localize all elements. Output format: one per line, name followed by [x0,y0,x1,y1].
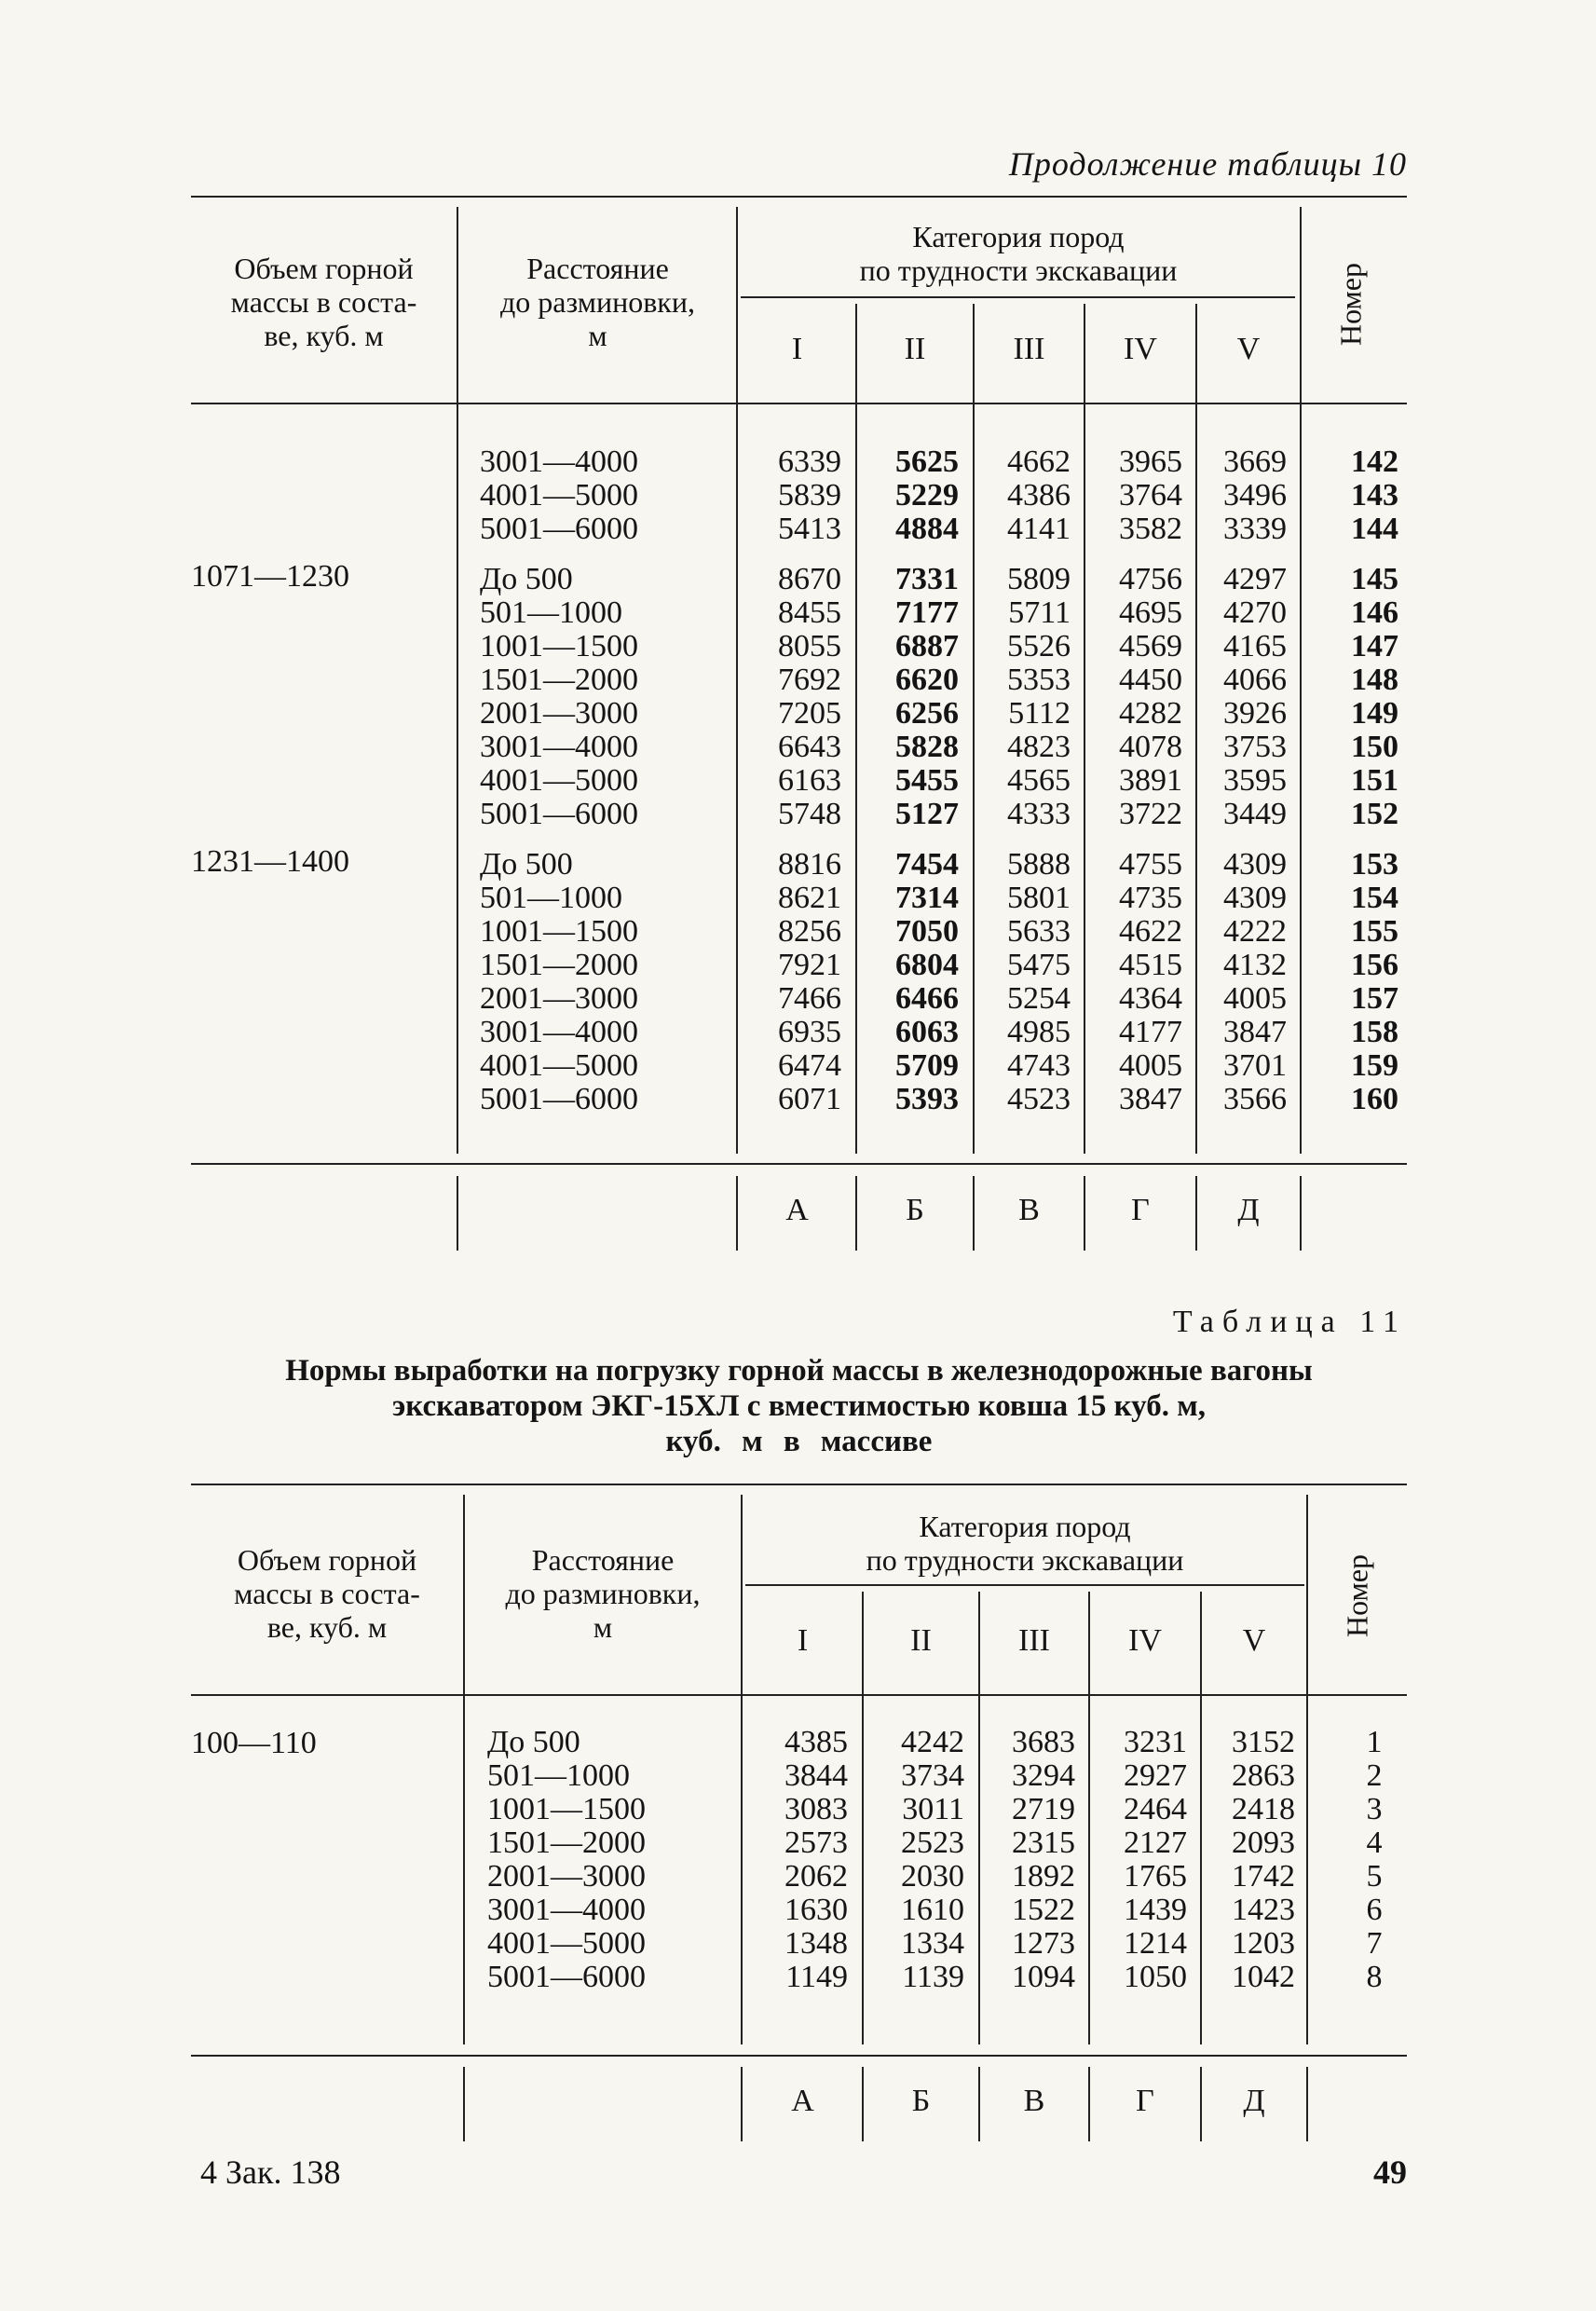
distance-cell: 501—1000 [480,595,622,630]
value-cell: 6620 [895,663,959,697]
class-II-column [873,1726,964,1994]
title-line: экскаватором ЭКГ-15ХЛ с вместимостью ковша 15 куб. м, [392,1389,1206,1423]
value-cell: 4309 [1223,847,1287,882]
row-number-cell: 155 [1351,914,1398,949]
col-rule [457,1176,458,1251]
letter-A: А [791,2084,814,2118]
distance-cell: 4001—5000 [480,763,638,798]
row-number-cell: 157 [1351,981,1398,1016]
distance-cell: 1501—2000 [480,663,638,697]
value-cell: 4515 [1119,948,1182,982]
distance-cell: 3001—4000 [487,1893,646,1927]
title-line: куб. м в массиве [665,1425,933,1458]
class-V-column [1209,1726,1295,1994]
col-rule [1084,304,1085,1154]
col-rule [855,304,857,1154]
value-cell: 1610 [901,1893,964,1927]
value-cell: 5254 [1007,981,1071,1016]
header-line: м [588,319,607,352]
value-cell: 3683 [1012,1725,1075,1759]
header-line: Категория пород [912,220,1125,253]
volume-group: 1071—1230 [191,559,349,594]
value-cell: 6163 [778,763,841,798]
value-cell: 4756 [1119,562,1182,596]
value-cell: 3844 [784,1758,848,1793]
value-cell: 5393 [895,1082,959,1116]
value-cell: 6071 [778,1082,841,1116]
header-line: м [593,1610,613,1644]
class-IV: IV [1124,332,1157,366]
value-cell: 7177 [895,595,959,630]
header-volume [191,1543,463,1644]
letter-V: В [1023,2084,1045,2118]
value-cell: 5748 [778,797,841,831]
value-cell: 6935 [778,1015,841,1049]
value-cell: 4242 [901,1725,964,1759]
value-cell: 1050 [1124,1960,1187,1994]
value-cell: 5413 [778,512,841,546]
value-cell: 1765 [1124,1859,1187,1894]
distance-column [480,445,638,1116]
value-cell: 2719 [1012,1792,1075,1826]
value-cell: 4309 [1223,881,1287,915]
distance-cell: 4001—5000 [480,478,638,513]
value-cell: 7466 [778,981,841,1016]
row-number-cell: 2 [1366,1758,1383,1793]
distance-cell: 1501—2000 [487,1826,646,1860]
value-cell: 4141 [1007,512,1071,546]
document-page [191,0,1407,2311]
row-number-cell: 154 [1351,881,1398,915]
distance-cell: 3001—4000 [480,1015,638,1049]
col-rule [1195,304,1197,1154]
header-line: Расстояние [526,252,669,285]
class-V: V [1242,1623,1266,1658]
value-cell: 5455 [895,763,959,798]
distance-cell: 5001—6000 [487,1960,646,1994]
value-cell: 2523 [901,1826,964,1860]
value-cell: 2315 [1012,1826,1075,1860]
row-number-cell: 142 [1351,444,1398,479]
page-number: 49 [1373,2154,1407,2191]
header-line: Категория пород [919,1510,1131,1543]
class-V-column [1203,445,1287,1116]
value-cell: 8670 [778,562,841,596]
value-cell: 1214 [1124,1926,1187,1961]
class-I-column [750,445,841,1116]
row-number-cell: 146 [1351,595,1398,630]
header-line: ве, куб. м [266,1610,388,1644]
row-number-cell: 156 [1351,948,1398,982]
value-cell: 3753 [1223,730,1287,764]
row-number-cell: 147 [1351,629,1398,663]
row-number-cell: 150 [1351,730,1398,764]
value-cell: 4985 [1007,1015,1071,1049]
value-cell: 7692 [778,663,841,697]
row-number-cell: 1 [1366,1725,1383,1759]
col-rule [736,207,738,1154]
category-sub-rule [745,1584,1304,1586]
value-cell: 7331 [895,562,959,596]
value-cell: 6474 [778,1048,841,1083]
distance-cell: 1001—1500 [480,914,638,949]
number-column [1305,445,1398,1116]
row-number-cell: 152 [1351,797,1398,831]
row-number-cell: 6 [1366,1893,1383,1927]
col-rule [1300,207,1302,1154]
print-order-note: 4 Зак. 138 [200,2154,341,2191]
value-cell: 5828 [895,730,959,764]
value-cell: 7314 [895,881,959,915]
value-cell: 4735 [1119,881,1182,915]
value-cell: 3294 [1012,1758,1075,1793]
value-cell: 4743 [1007,1048,1071,1083]
value-cell: 4333 [1007,797,1071,831]
distance-cell: 1001—1500 [480,629,638,663]
class-IV: IV [1128,1623,1162,1658]
value-cell: 7050 [895,914,959,949]
distance-cell: 3001—4000 [480,730,638,764]
value-cell: 4523 [1007,1082,1071,1116]
value-cell: 5809 [1007,562,1071,596]
header-line: до разминовки, [505,1577,701,1610]
value-cell: 5475 [1007,948,1071,982]
value-cell: 3152 [1232,1725,1295,1759]
row-number-cell: 149 [1351,696,1398,731]
value-cell: 8621 [778,881,841,915]
value-cell: 1439 [1124,1893,1187,1927]
value-cell: 3722 [1119,797,1182,831]
value-cell: 4132 [1223,948,1287,982]
class-I: I [797,1623,809,1658]
value-cell: 4177 [1119,1015,1182,1049]
distance-cell: 4001—5000 [480,1048,638,1083]
value-cell: 1423 [1232,1893,1295,1927]
class-II: II [910,1623,932,1658]
header-category [743,1510,1306,1577]
class-I-column [755,1726,848,1994]
row-number-cell: 144 [1351,512,1398,546]
header-bottom-rule [191,1694,1407,1696]
value-cell: 1892 [1012,1859,1075,1894]
value-cell: 5127 [895,797,959,831]
value-cell: 4823 [1007,730,1071,764]
row-number-cell: 151 [1351,763,1398,798]
volume-group: 1231—1400 [191,844,349,879]
body-bottom-rule [191,1163,1407,1165]
row-number-cell: 3 [1366,1792,1383,1826]
value-cell: 3339 [1223,512,1287,546]
value-cell: 4282 [1119,696,1182,731]
value-cell: 4165 [1223,629,1287,663]
value-cell: 1630 [784,1893,848,1927]
value-cell: 5229 [895,478,959,513]
distance-cell: До 500 [487,1725,580,1759]
value-cell: 1203 [1232,1926,1295,1961]
header-volume [191,252,457,352]
letter-D: Д [1237,1193,1260,1227]
distance-column [487,1726,646,1994]
value-cell: 8455 [778,595,841,630]
value-cell: 5711 [1008,595,1071,630]
value-cell: 4297 [1223,562,1287,596]
letter-G: Г [1131,1193,1150,1227]
col-rule [1200,1592,1202,2044]
header-line: Объем горной [234,252,414,285]
value-cell: 3847 [1119,1082,1182,1116]
value-cell: 5633 [1007,914,1071,949]
value-cell: 5801 [1007,881,1071,915]
value-cell: 1742 [1232,1859,1295,1894]
distance-cell: 3001—4000 [480,444,638,479]
value-cell: 7205 [778,696,841,731]
value-cell: 1522 [1012,1893,1075,1927]
value-cell: 5839 [778,478,841,513]
header-line: массы в соста- [230,285,417,319]
value-cell: 5709 [895,1048,959,1083]
value-cell: 7454 [895,847,959,882]
value-cell: 1042 [1232,1960,1295,1994]
class-II: II [904,332,926,366]
value-cell: 1094 [1012,1960,1075,1994]
value-cell: 3566 [1223,1082,1287,1116]
value-cell: 2030 [901,1859,964,1894]
value-cell: 3764 [1119,478,1182,513]
value-cell: 6063 [895,1015,959,1049]
value-cell: 4066 [1223,663,1287,697]
col-rule [1306,2067,1308,2141]
value-cell: 3701 [1223,1048,1287,1083]
value-cell: 3011 [902,1792,964,1826]
value-cell: 1139 [902,1960,964,1994]
letter-A: А [785,1193,809,1227]
row-number-cell: 159 [1351,1048,1398,1083]
distance-cell: 5001—6000 [480,512,638,546]
header-line: Расстояние [531,1543,675,1577]
row-number-cell: 5 [1366,1859,1383,1894]
row-number-cell: 148 [1351,663,1398,697]
letter-V: В [1018,1193,1040,1227]
class-III-column [983,445,1071,1116]
value-cell: 6804 [895,948,959,982]
row-number-cell: 7 [1366,1926,1383,1961]
value-cell: 3595 [1223,763,1287,798]
volume-group: 100—110 [191,1726,317,1760]
header-line: ве, куб. м [264,319,384,352]
distance-cell: 1001—1500 [487,1792,646,1826]
col-rule [1306,1495,1308,2044]
value-cell: 4270 [1223,595,1287,630]
value-cell: 4364 [1119,981,1182,1016]
col-rule [463,2067,465,2141]
letter-D: Д [1243,2084,1265,2118]
table-top-rule [191,1484,1407,1485]
class-III: III [1018,1623,1050,1658]
class-IV-column [1098,1726,1187,1994]
value-cell: 4450 [1119,663,1182,697]
value-cell: 3891 [1119,763,1182,798]
header-line: массы в соста- [234,1577,420,1610]
value-cell: 6339 [778,444,841,479]
distance-cell: 4001—5000 [487,1926,646,1961]
letter-G: Г [1136,2084,1154,2118]
value-cell: 8816 [778,847,841,882]
letter-B: Б [906,1193,924,1227]
value-cell: 2093 [1232,1826,1295,1860]
distance-cell: 501—1000 [487,1758,630,1793]
distance-cell: 1501—2000 [480,948,638,982]
header-line: по трудности экскавации [866,1543,1184,1577]
col-rule [741,1495,743,2044]
value-cell: 2062 [784,1859,848,1894]
title-line: Нормы выработки на погрузку горной массы в железнодорожные вагоны [285,1354,1313,1388]
distance-cell: 5001—6000 [480,1082,638,1116]
col-rule [978,1592,980,2044]
distance-cell: До 500 [480,562,573,596]
col-rule [973,304,975,1154]
col-rule [1088,1592,1090,2044]
distance-cell: 5001—6000 [480,797,638,831]
value-cell: 4385 [784,1725,848,1759]
value-cell: 4755 [1119,847,1182,882]
body-bottom-rule [191,2055,1407,2057]
distance-cell: До 500 [480,847,573,882]
value-cell: 4386 [1007,478,1071,513]
value-cell: 5625 [895,444,959,479]
value-cell: 1273 [1012,1926,1075,1961]
value-cell: 6256 [895,696,959,731]
header-distance [465,1543,741,1644]
class-III-column [988,1726,1075,1994]
col-rule [1300,1176,1302,1251]
header-bottom-rule [191,403,1407,404]
number-column [1356,1726,1393,1994]
col-rule [736,1176,738,1251]
table-11-title [191,1353,1407,1459]
header-line: Объем горной [237,1543,417,1577]
value-cell: 3734 [901,1758,964,1793]
value-cell: 5353 [1007,663,1071,697]
value-cell: 1334 [901,1926,964,1961]
value-cell: 8055 [778,629,841,663]
value-cell: 3847 [1223,1015,1287,1049]
value-cell: 4622 [1119,914,1182,949]
value-cell: 1149 [785,1960,848,1994]
value-cell: 3496 [1223,478,1287,513]
distance-cell: 2001—3000 [487,1859,646,1894]
value-cell: 2418 [1232,1792,1295,1826]
header-distance [459,252,736,352]
col-rule [457,207,458,1154]
letter-B: Б [911,2084,931,2118]
value-cell: 2464 [1124,1792,1187,1826]
value-cell: 5112 [1008,696,1071,731]
table-11-label: Таблица 11 [1172,1305,1407,1339]
category-sub-rule [741,296,1295,298]
value-cell: 8256 [778,914,841,949]
col-rule [862,1592,864,2044]
header-number: Номер [1340,1554,1374,1637]
header-line: по трудности экскавации [859,253,1178,287]
value-cell: 3231 [1124,1725,1187,1759]
row-number-cell: 160 [1351,1082,1398,1116]
row-number-cell: 8 [1366,1960,1383,1994]
distance-cell: 2001—3000 [480,696,638,731]
class-II-column [867,445,959,1116]
header-line: до разминовки, [500,285,695,319]
col-rule [741,2067,743,2141]
value-cell: 2573 [784,1826,848,1860]
value-cell: 2927 [1124,1758,1187,1793]
class-IV-column [1093,445,1182,1116]
value-cell: 3449 [1223,797,1287,831]
header-number: Номер [1333,263,1368,346]
value-cell: 3965 [1119,444,1182,479]
value-cell: 4884 [895,512,959,546]
value-cell: 3582 [1119,512,1182,546]
row-number-cell: 143 [1351,478,1398,513]
value-cell: 2127 [1124,1826,1187,1860]
row-number-cell: 4 [1366,1826,1383,1860]
table-top-rule [191,196,1407,198]
row-number-cell: 158 [1351,1015,1398,1049]
distance-cell: 501—1000 [480,881,622,915]
value-cell: 4078 [1119,730,1182,764]
value-cell: 6887 [895,629,959,663]
value-cell: 1348 [784,1926,848,1961]
class-III: III [1013,332,1045,366]
row-number-cell: 153 [1351,847,1398,882]
class-I: I [791,332,803,366]
value-cell: 4222 [1223,914,1287,949]
class-V: V [1236,332,1261,366]
value-cell: 6643 [778,730,841,764]
value-cell: 6466 [895,981,959,1016]
value-cell: 4662 [1007,444,1071,479]
value-cell: 5888 [1007,847,1071,882]
value-cell: 3669 [1223,444,1287,479]
value-cell: 4005 [1223,981,1287,1016]
continuation-title: Продолжение таблицы 10 [1008,145,1407,183]
value-cell: 4005 [1119,1048,1182,1083]
value-cell: 3926 [1223,696,1287,731]
header-category [739,220,1298,287]
value-cell: 4569 [1119,629,1182,663]
value-cell: 2863 [1232,1758,1295,1793]
value-cell: 7921 [778,948,841,982]
value-cell: 4565 [1007,763,1071,798]
row-number-cell: 145 [1351,562,1398,596]
value-cell: 5526 [1007,629,1071,663]
value-cell: 3083 [784,1792,848,1826]
distance-cell: 2001—3000 [480,981,638,1016]
value-cell: 4695 [1119,595,1182,630]
